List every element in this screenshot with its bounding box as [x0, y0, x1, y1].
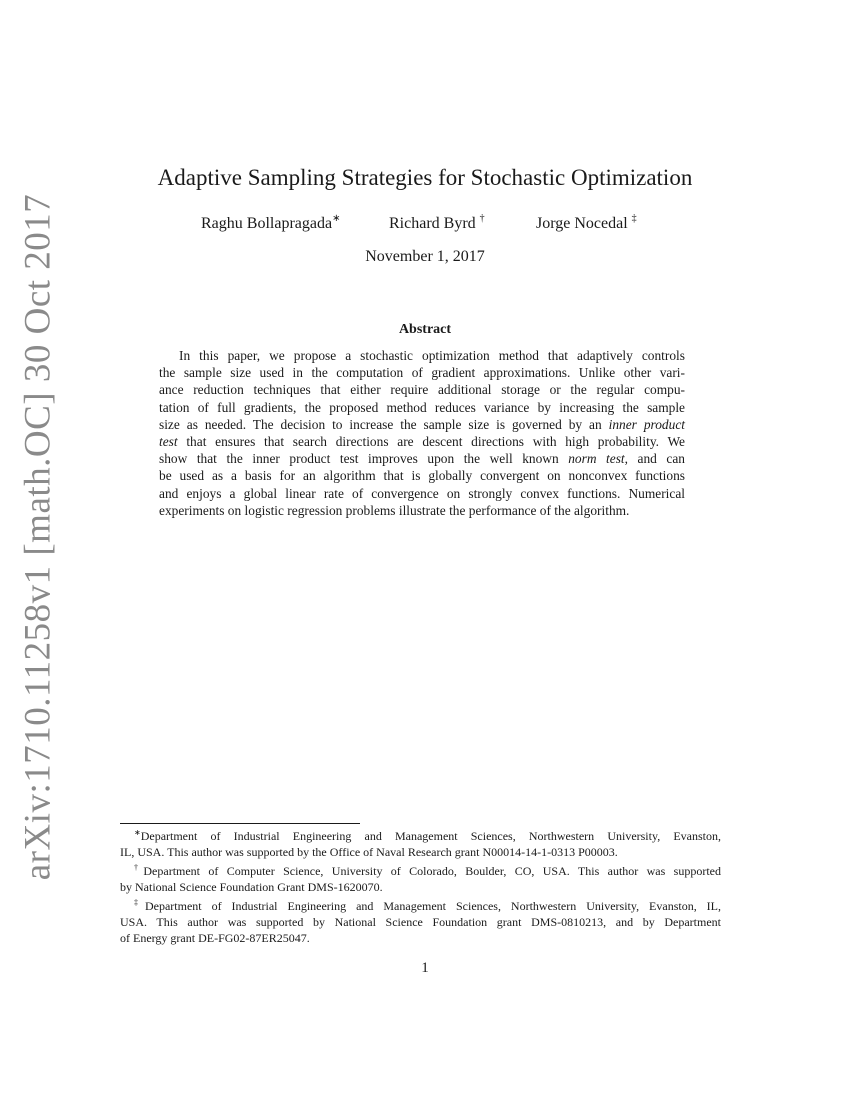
footnote-mark: †	[134, 863, 144, 873]
author-1	[201, 213, 340, 233]
author-2	[389, 213, 485, 233]
abstract-line: experiments on logistic regression problems illustrate the performance of the algorithm.	[159, 502, 630, 518]
author-name: Jorge Nocedal	[536, 215, 628, 232]
footnote-3-line-2: USA. This author was supported by National Science Foundation grant DMS-0810213, and by Department	[120, 914, 721, 929]
author-mark: ∗	[332, 213, 341, 224]
arxiv-stamp: arXiv:1710.11258v1 [math.OC] 30 Oct 2017	[17, 193, 59, 881]
abstract-line: the sample size used in the computation of gradient approximations. Unlike other vari-	[159, 365, 685, 381]
footnote-2-line-2: by National Science Foundation Grant DMS-1620070.	[120, 879, 383, 894]
abstract-line: and enjoys a global linear rate of convergence on strongly convex functions. Numerical	[159, 485, 685, 501]
footnotes	[120, 825, 721, 946]
footnote-1-line-1: ∗Department of Industrial Engineering and Management Sciences, Northwestern University, Evanston,	[134, 828, 721, 843]
page-number: 1	[421, 960, 429, 976]
abstract-line: size as needed. The decision to increase the sample size is governed by an inner product	[159, 416, 685, 432]
abstract-heading: Abstract	[398, 322, 452, 337]
emphasis: inner product	[608, 416, 685, 432]
abstract-line: In this paper, we propose a stochastic optimization method that adaptively controls	[179, 348, 685, 363]
author-list	[0, 213, 850, 235]
author-name: Raghu Bollapragada	[201, 215, 333, 232]
footnote-3-line-1: ‡Department of Industrial Engineering and Management Sciences, Northwestern University, Evanston, IL,	[134, 898, 721, 914]
footnote-1-line-2: IL, USA. This author was supported by the Office of Naval Research grant N00014-14-1-0313 P00003.	[120, 844, 618, 859]
footnote-divider	[120, 823, 360, 824]
emphasis: test	[159, 434, 178, 450]
abstract-body	[159, 347, 685, 519]
footnote-mark: ‡	[134, 898, 145, 908]
footnote-2-line-1: †Department of Computer Science, University of Colorado, Boulder, CO, USA. This author was supported	[134, 863, 721, 879]
paper-date: November 1, 2017	[365, 248, 485, 265]
author-3	[536, 213, 637, 233]
author-name: Richard Byrd	[389, 215, 476, 232]
paper-title: Adaptive Sampling Strategies for Stochastic Optimization	[157, 165, 693, 190]
emphasis: norm test	[568, 451, 625, 467]
abstract-line: tation of full gradients, the proposed method reduces variance by increasing the sample	[159, 399, 685, 415]
author-mark: ‡	[631, 213, 637, 224]
footnote-mark: ∗	[134, 828, 141, 837]
footnote-3-line-3: of Energy grant DE-FG02-87ER25047.	[120, 930, 310, 945]
abstract-line: ance reduction techniques that either require additional storage or the regular compu-	[159, 382, 685, 398]
abstract-line: show that the inner product test improves upon the well known norm test, and can	[159, 451, 685, 467]
abstract-line: be used as a basis for an algorithm that is globally convergent on nonconvex functions	[159, 468, 685, 484]
abstract-line: test that ensures that search directions are descent directions with high probability. We	[159, 434, 685, 450]
author-mark: †	[479, 213, 485, 224]
